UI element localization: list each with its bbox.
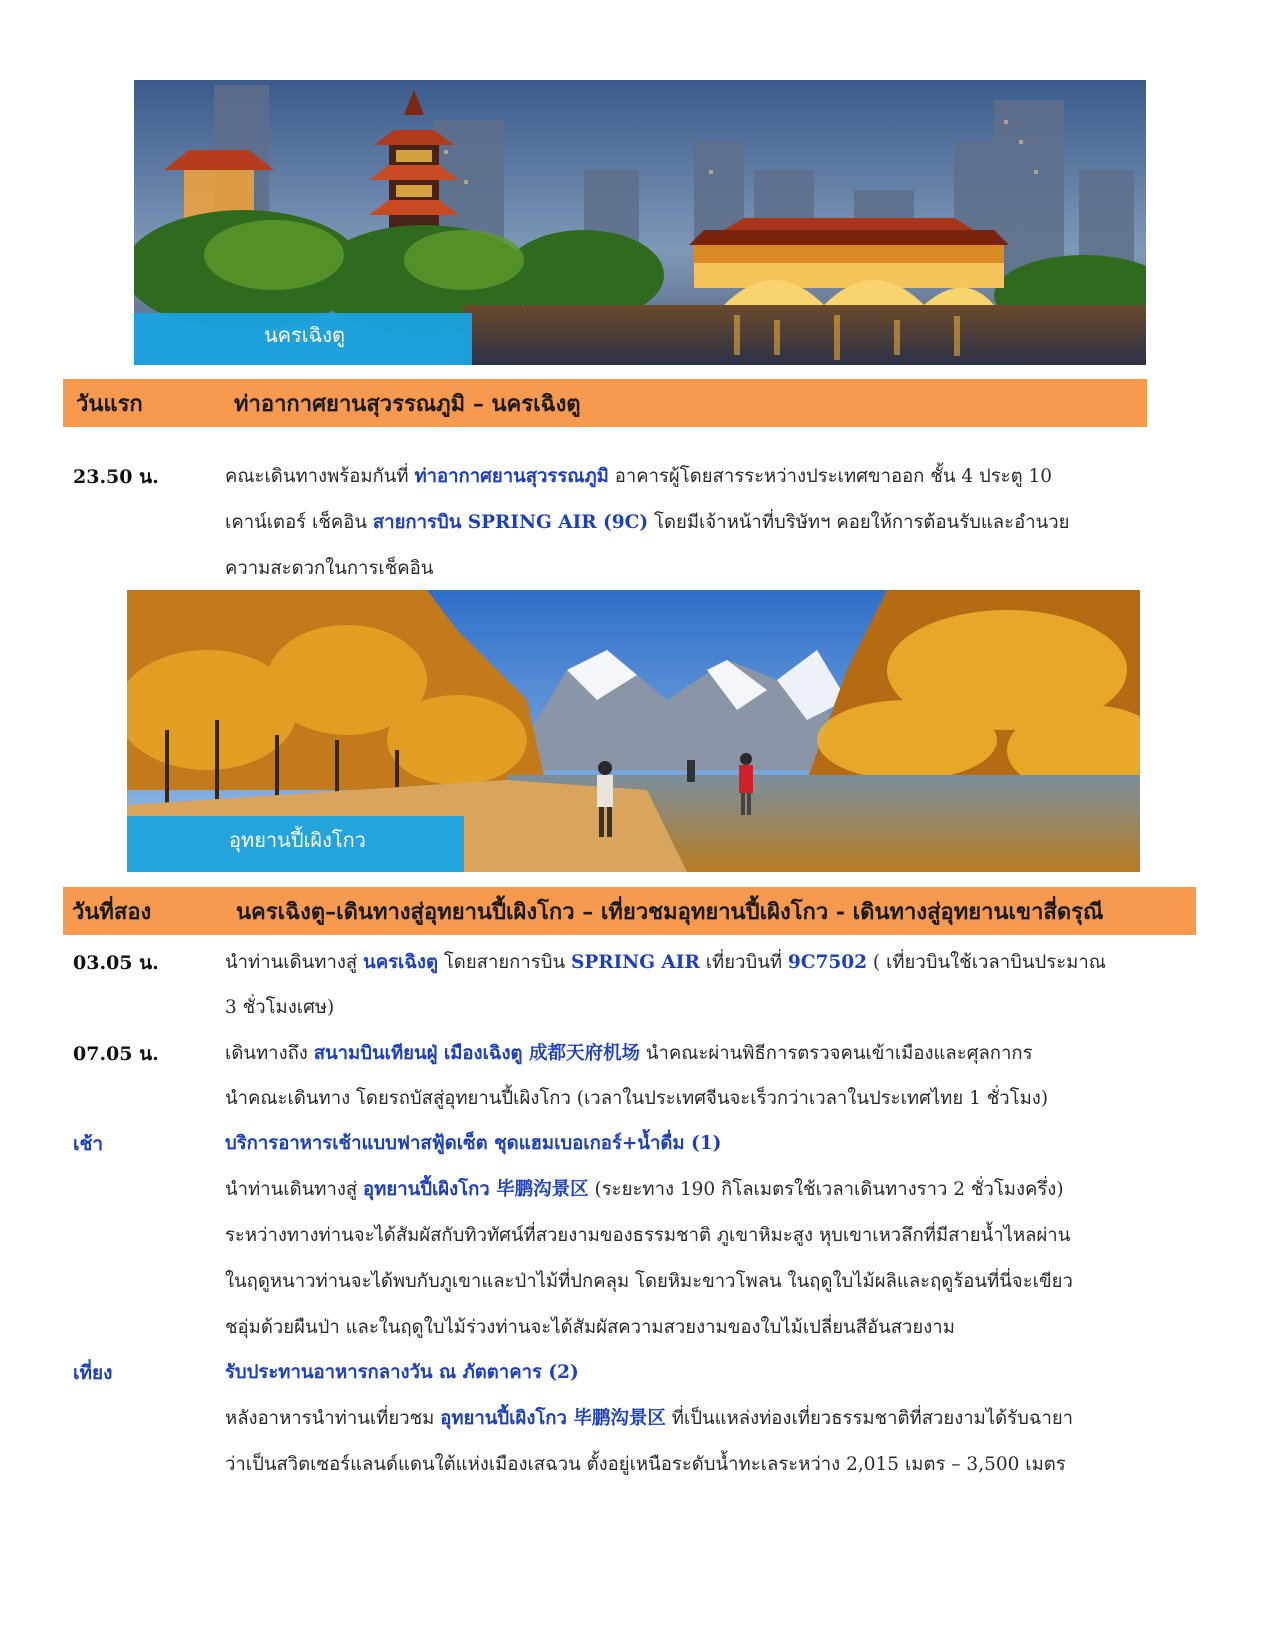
day2-time2: 07.05 น.	[73, 1043, 159, 1065]
day2-title: นครเฉิงตู–เดินทางสู่อุทยานปี้เผิงโกว – เที่ยวชมอุทยานปี้เผิงโกว - เดินทางสู่อุทยานเขาสี่ดรุณี	[236, 898, 1104, 925]
day1-title: ท่าอากาศยานสุวรรณภูมิ – นครเฉิงตู	[234, 390, 581, 417]
day2-p1-line3: ในฤดูหนาวท่านจะได้พบกับภูเขาและป่าไม้ที่ปกคลุม โดยหิมะขาวโพลน ในฤดูใบไม้ผลิและฤดูร้อนที่นี่จะเขียว	[225, 1271, 1073, 1292]
banner-caption: อุทยานปี้เผิงโกว	[229, 828, 366, 852]
day1-line1: คณะเดินทางพร้อมกันที่ ท่าอากาศยานสุวรรณภูมิ อาคารผู้โดยสารระหว่างประเทศขาออก ชั้น 4 ประตู 10	[225, 466, 1053, 487]
meal-lunch-label: เที่ยง	[73, 1362, 113, 1384]
day2-t2-line2: นำคณะเดินทาง โดยรถบัสสู่อุทยานปี้เผิงโกว (เวลาในประเทศจีนจะเร็วกว่าเวลาในประเทศไทย 1 ชั่วโมง)	[225, 1088, 1049, 1109]
day1-label: วันแรก	[76, 390, 143, 417]
day1-line2: เคาน์เตอร์ เช็คอิน สายการบิน SPRING AIR (9C) โดยมีเจ้าหน้าที่บริษัทฯ คอยให้การต้อนรับและอำนวย	[225, 512, 1070, 533]
day2-t1-line1: นำท่านเดินทางสู่ นครเฉิงตู โดยสายการบิน SPRING AIR เที่ยวบินที่ 9C7502 ( เที่ยวบินใช้เวลาบินประมาณ	[225, 952, 1106, 973]
meal-breakfast-text: บริการอาหารเช้าแบบฟาสฟู้ดเซ็ต ชุดแฮมเบอเกอร์+น้ำดื่ม (1)	[225, 1133, 722, 1154]
day2-label: วันที่สอง	[72, 898, 152, 925]
day2-p1-line1: นำท่านเดินทางสู่ อุทยานปี้เผิงโกว 毕鹏沟景区 (ระยะทาง 190 กิโลเมตรใช้เวลาเดินทางราว 2 ชั่วโมงครึ่ง)	[225, 1179, 1064, 1200]
day2-t1-line2: 3 ชั่วโมงเศษ)	[225, 997, 335, 1018]
meal-lunch-text: รับประทานอาหารกลางวัน ณ ภัตตาคาร (2)	[225, 1362, 579, 1383]
day2-p2-line1: หลังอาหารนำท่านเที่ยวชม อุทยานปี้เผิงโกว 毕鹏沟景区 ที่เป็นแหล่งท่องเที่ยวธรรมชาติที่สวยงามได้รับฉายา	[225, 1408, 1074, 1429]
day2-p1-line4: ชอุ่มด้วยผืนป่า และในฤดูใบไม้ร่วงท่านจะได้สัมผัสความสวยงามของใบไม้เปลี่ยนสีอันสวยงาม	[225, 1317, 955, 1338]
day2-time1: 03.05 น.	[73, 952, 159, 974]
meal-breakfast-label: เช้า	[73, 1133, 104, 1155]
day2-header	[63, 887, 1196, 935]
banner-caption: นครเฉิงตู	[264, 323, 346, 347]
day1-line3: ความสะดวกในการเช็คอิน	[225, 558, 434, 579]
chengdu-banner	[134, 80, 1146, 365]
day1-header	[63, 379, 1147, 427]
day2-t2-line1: เดินทางถึง สนามบินเทียนฝู่ เมืองเฉิงตู 成都天府机场 นำคณะผ่านพิธีการตรวจคนเข้าเมืองและศุลกากร	[225, 1043, 1033, 1064]
day2-p1-line2: ระหว่างทางท่านจะได้สัมผัสกับทิวทัศน์ที่สวยงามของธรรมชาติ ภูเขาหิมะสูง หุบเขาเหวลึกที่มีสายน้ำไหลผ่าน	[225, 1225, 1071, 1246]
day2-p2-line2: ว่าเป็นสวิตเซอร์แลนด์แดนใต้แห่งเมืองเสฉวน ตั้งอยู่เหนือระดับน้ำทะเลระหว่าง 2,015 เมตร – 3,500 เมตร	[225, 1454, 1066, 1475]
day1-time: 23.50 น.	[73, 466, 159, 488]
bipenggou-banner	[127, 590, 1140, 872]
